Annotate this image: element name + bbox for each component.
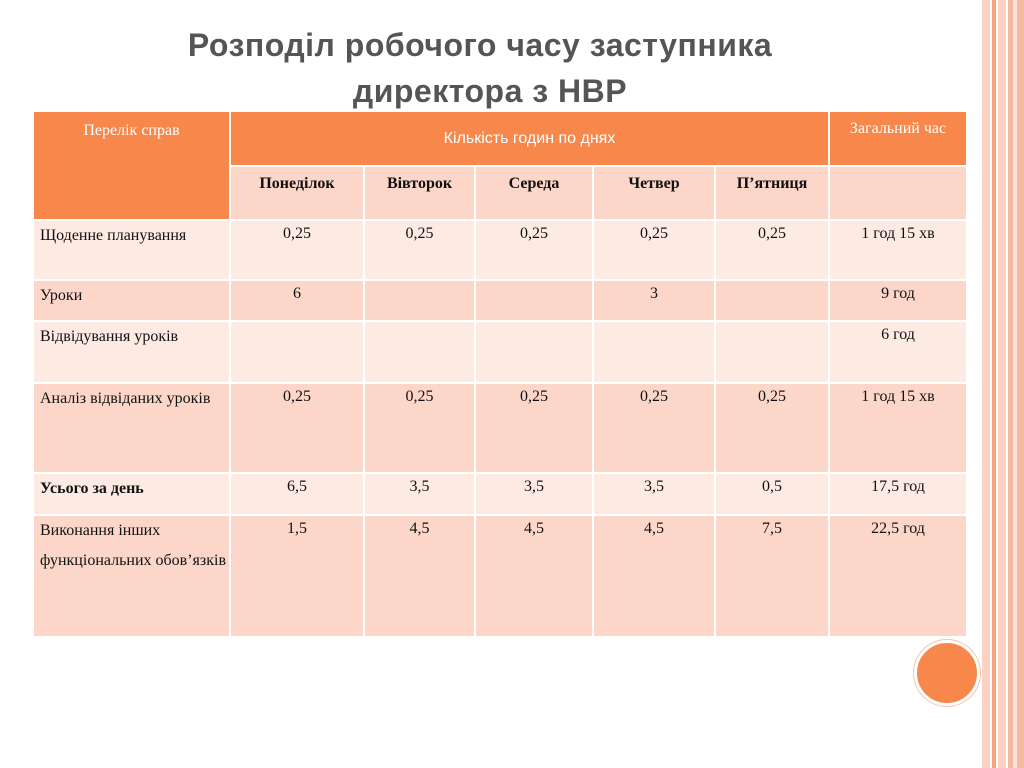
cell-value: 0,25	[231, 384, 363, 472]
day-wednesday: Середа	[476, 167, 592, 219]
header-tasks: Перелік справ	[34, 112, 229, 219]
cell-value	[716, 281, 828, 320]
decor-stripe	[1013, 0, 1017, 768]
row-name: Щоденне планування	[34, 221, 229, 279]
table-row	[34, 474, 966, 514]
day-friday: П’ятниця	[716, 167, 828, 219]
table-row	[34, 221, 966, 279]
table-row	[34, 281, 966, 320]
cell-value	[594, 322, 714, 382]
cell-value: 0,25	[716, 221, 828, 279]
decor-stripe	[998, 0, 1006, 768]
cell-value	[476, 281, 592, 320]
slide-title-line1: Розподіл робочого часу заступника	[187, 27, 773, 63]
header-total-blank	[830, 167, 966, 219]
cell-value: 4,5	[594, 516, 714, 636]
cell-value: 0,25	[476, 384, 592, 472]
decor-stripe	[992, 0, 996, 768]
cell-total: 6 год	[830, 322, 966, 382]
cell-total: 17,5 год	[830, 474, 966, 514]
cell-total: 1 год 15 хв	[830, 384, 966, 472]
cell-value: 0,25	[594, 221, 714, 279]
cell-value: 3	[594, 281, 714, 320]
decor-circle	[914, 640, 980, 706]
table-row	[34, 384, 966, 472]
header-total: Загальний час	[830, 112, 966, 165]
schedule-table	[32, 110, 968, 638]
cell-value: 6	[231, 281, 363, 320]
cell-value	[365, 322, 474, 382]
row-name: Відвідування уроків	[34, 322, 229, 382]
header-hours-by-day: Кількість годин по днях	[231, 112, 828, 165]
day-tuesday: Вівторок	[365, 167, 474, 219]
cell-value: 3,5	[594, 474, 714, 514]
cell-value: 4,5	[476, 516, 592, 636]
slide-title-line2: директора з НВР	[352, 73, 628, 109]
cell-value	[476, 322, 592, 382]
cell-value	[231, 322, 363, 382]
day-thursday: Четвер	[594, 167, 714, 219]
cell-value: 0,25	[476, 221, 592, 279]
cell-value: 0,25	[365, 384, 474, 472]
cell-total: 22,5 год	[830, 516, 966, 636]
cell-value: 0,5	[716, 474, 828, 514]
cell-value: 0,25	[716, 384, 828, 472]
table-row	[34, 322, 966, 382]
cell-value	[716, 322, 828, 382]
row-name: Усього за день	[34, 474, 229, 514]
decor-stripe	[982, 0, 990, 768]
cell-total: 1 год 15 хв	[830, 221, 966, 279]
slide-title	[60, 22, 900, 114]
cell-value: 3,5	[476, 474, 592, 514]
cell-value	[365, 281, 474, 320]
cell-total: 9 год	[830, 281, 966, 320]
cell-value: 4,5	[365, 516, 474, 636]
row-name: Виконання інших функціональних обов’язків	[34, 516, 229, 636]
table-row	[34, 516, 966, 636]
cell-value: 1,5	[231, 516, 363, 636]
cell-value: 3,5	[365, 474, 474, 514]
cell-value: 0,25	[594, 384, 714, 472]
cell-value: 7,5	[716, 516, 828, 636]
cell-value: 6,5	[231, 474, 363, 514]
cell-value: 0,25	[231, 221, 363, 279]
row-name: Аналіз відвіданих уроків	[34, 384, 229, 472]
cell-value: 0,25	[365, 221, 474, 279]
row-name: Уроки	[34, 281, 229, 320]
day-monday: Понеділок	[231, 167, 363, 219]
